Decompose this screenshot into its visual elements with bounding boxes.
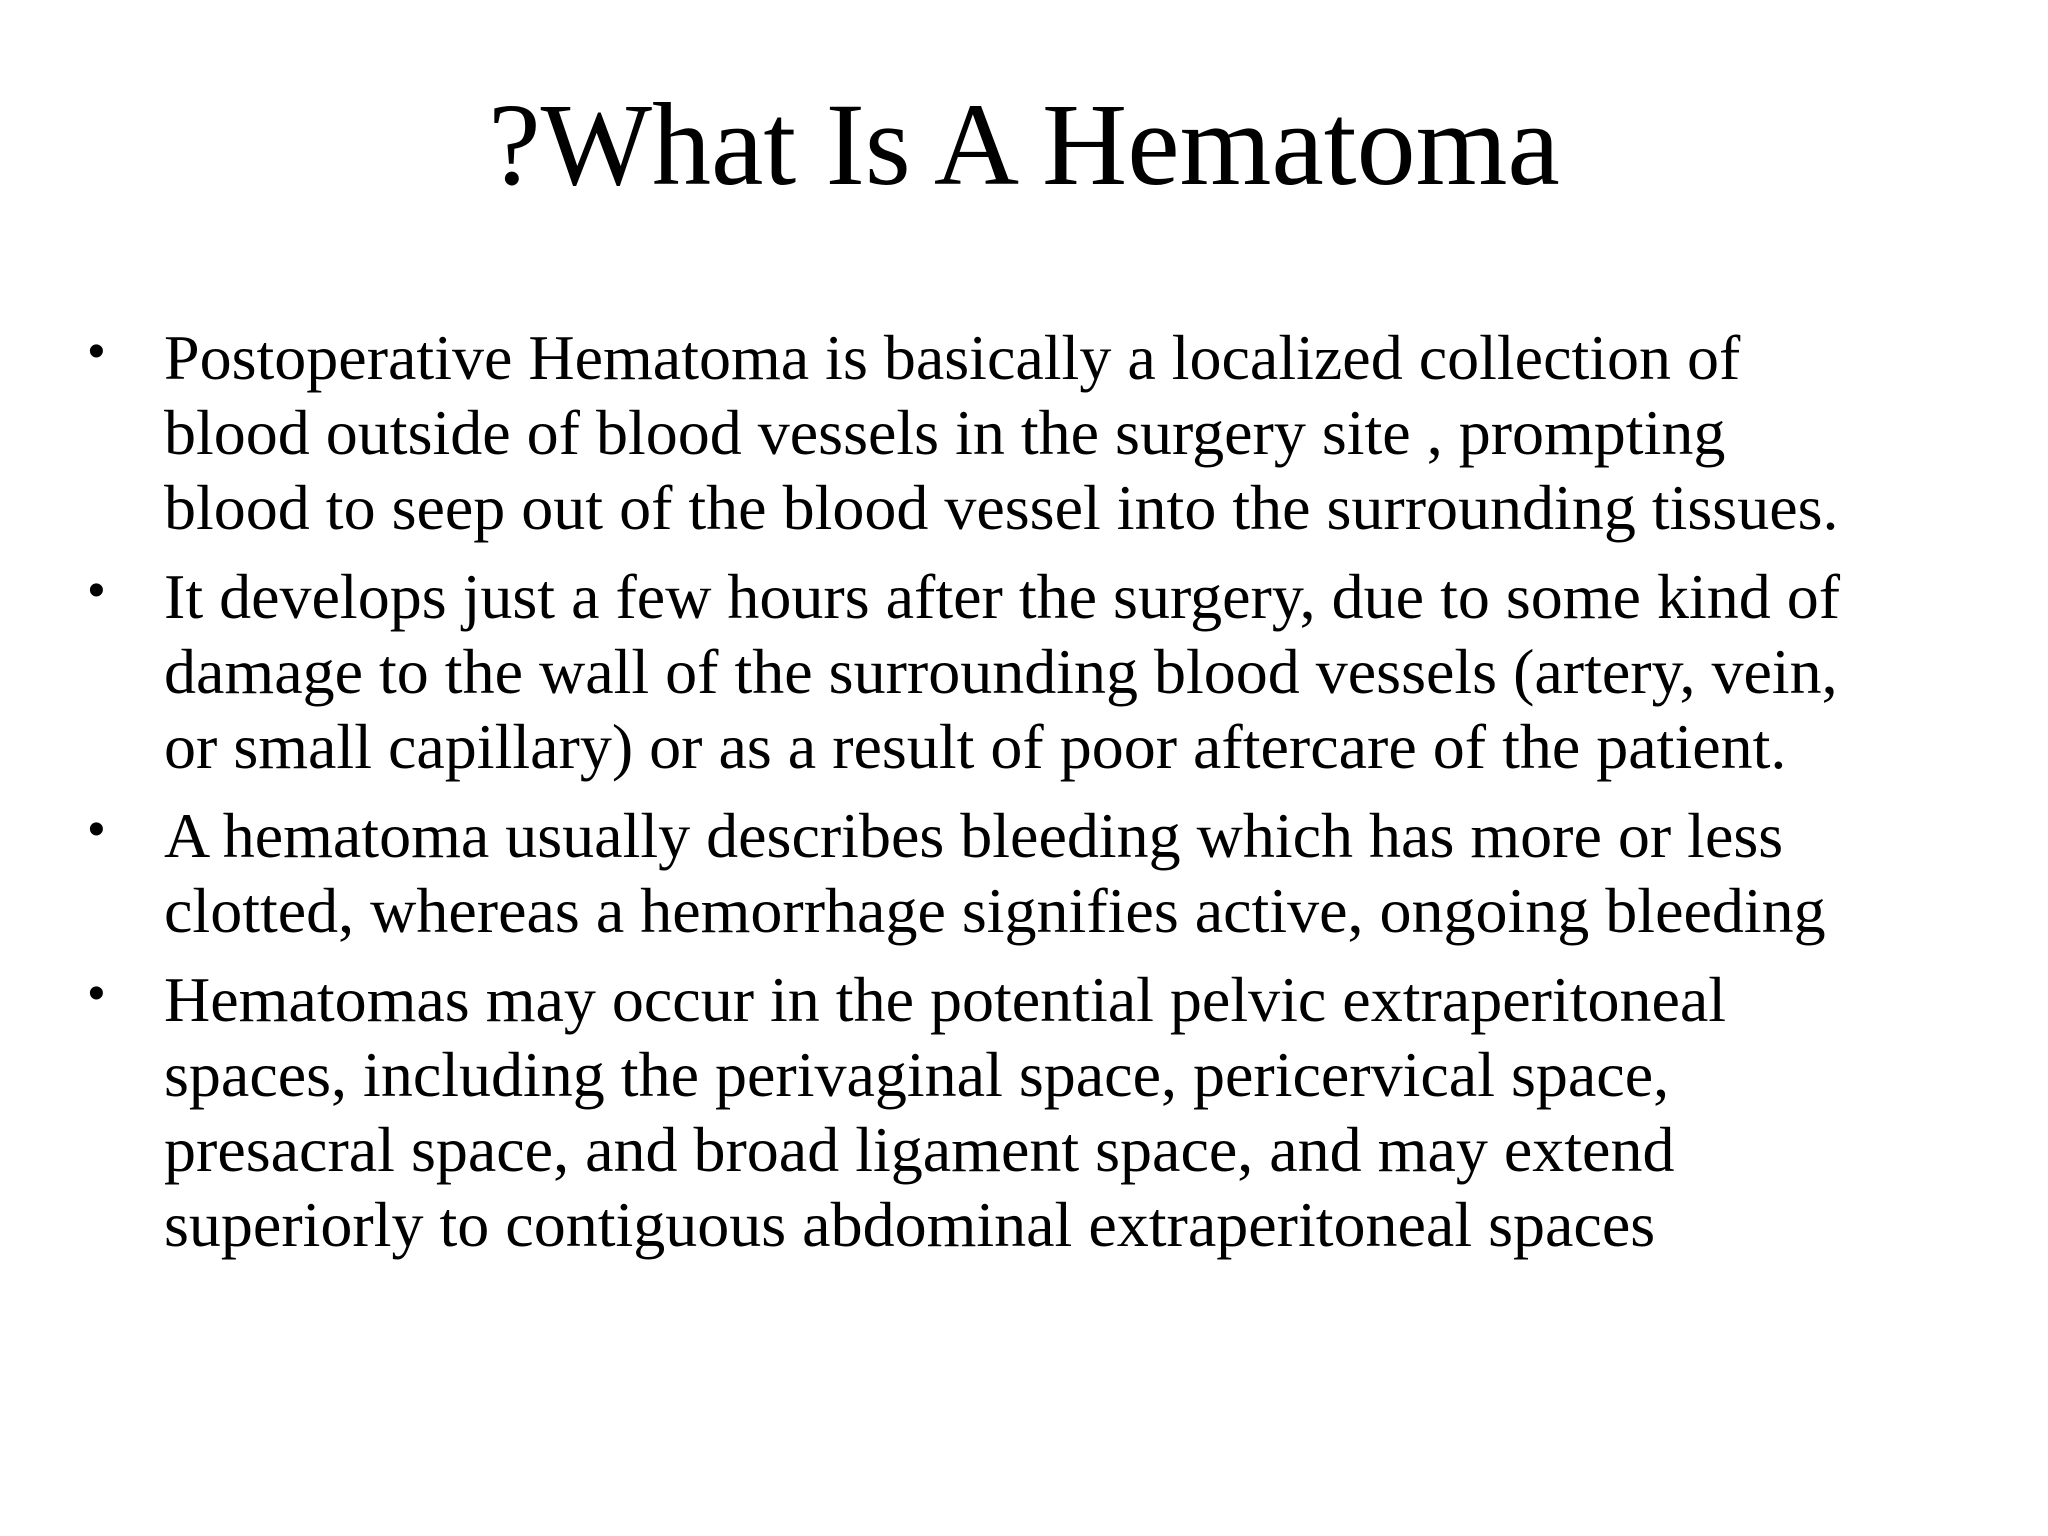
bullet-icon: • bbox=[88, 967, 105, 1020]
bullet-line: It develops just a few hours after the surgery, due to some kind of bbox=[164, 561, 1841, 632]
bullet-line: spaces, including the perivaginal space, pericervical space, bbox=[164, 1039, 1670, 1110]
bullet-line: superiorly to contiguous abdominal extraperitoneal spaces bbox=[164, 1189, 1656, 1260]
bullet-line: blood outside of blood vessels in the surgery site , prompting bbox=[164, 397, 1726, 468]
bullet-line: Hematomas may occur in the potential pelvic extraperitoneal bbox=[164, 964, 1727, 1035]
bullet-line: or small capillary) or as a result of poor aftercare of the patient. bbox=[164, 711, 1787, 782]
bullet-line: blood to seep out of the blood vessel into the surrounding tissues. bbox=[164, 472, 1839, 543]
bullet-item bbox=[80, 559, 2010, 784]
bullet-icon: • bbox=[88, 803, 105, 856]
bullet-line: Postoperative Hematoma is basically a localized collection of bbox=[164, 322, 1741, 393]
bullet-item bbox=[80, 320, 2010, 545]
bullet-line: A hematoma usually describes bleeding which has more or less bbox=[164, 800, 1784, 871]
bullet-item bbox=[80, 798, 2010, 948]
bullet-line: damage to the wall of the surrounding blood vessels (artery, vein, bbox=[164, 636, 1838, 707]
bullet-icon: • bbox=[88, 564, 105, 617]
bullet-item bbox=[80, 962, 2010, 1262]
bullet-icon: • bbox=[88, 325, 105, 378]
bullet-line: clotted, whereas a hemorrhage signifies active, ongoing bleeding bbox=[164, 875, 1826, 946]
bullet-line: presacral space, and broad ligament space, and may extend bbox=[164, 1114, 1675, 1185]
slide-title: ?What Is A Hematoma bbox=[488, 79, 1560, 210]
bullet-list bbox=[80, 320, 2010, 1276]
